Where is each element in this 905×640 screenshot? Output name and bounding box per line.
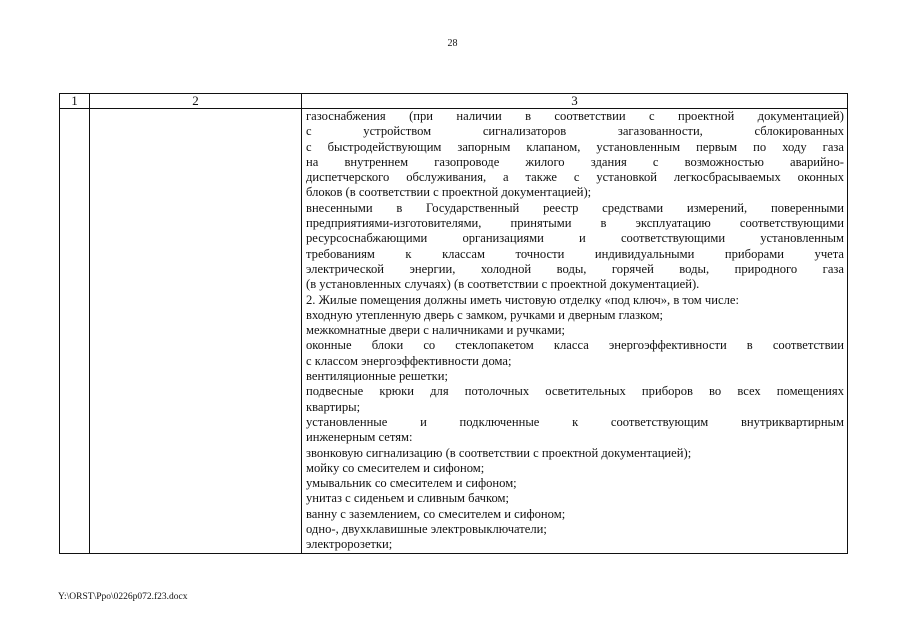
- text-line: с классом энергоэффективности дома;: [306, 353, 512, 368]
- text-line: входную утепленную дверь с замком, ручками и дверным глазком;: [306, 307, 664, 322]
- content-table: [59, 93, 848, 554]
- text-line: установленные и подключенные к соответствующим внутриквартирным: [306, 414, 844, 429]
- text-line: вентиляционные решетки;: [306, 369, 449, 384]
- column-header-3: 3: [302, 94, 848, 109]
- text-line: диспетчерского обслуживания, а также с установкой легкосбрасываемых оконных: [306, 170, 844, 185]
- cell-col-3: [302, 109, 848, 554]
- text-line: (в установленных случаях) (в соответствии с проектной документацией).: [306, 277, 700, 292]
- requirements-text: [302, 109, 847, 553]
- table-header-row: [60, 94, 848, 109]
- text-line: 2. Жилые помещения должны иметь чистовую отделку «под ключ», в том числе:: [306, 292, 739, 307]
- text-line: газоснабжения (при наличии в соответствии с проектной документацией): [306, 109, 844, 123]
- column-header-1: 1: [60, 94, 90, 109]
- text-line: оконные блоки со стеклопакетом класса энергоэффективности в соответствии: [306, 338, 844, 353]
- text-line: мойку со смесителем и сифоном;: [306, 460, 485, 475]
- cell-col-1: [60, 109, 90, 554]
- text-line: инженерным сетям:: [306, 430, 413, 445]
- page-number: 28: [447, 38, 458, 49]
- text-line: электрической энергии, холодной воды, горячей воды, природного газа: [306, 261, 844, 276]
- text-line: на внутреннем газопроводе жилого здания с возможностью аварийно-: [306, 154, 844, 169]
- text-line: межкомнатные двери с наличниками и ручками;: [306, 323, 566, 338]
- text-line: ванну с заземлением, со смесителем и сифоном;: [306, 506, 566, 521]
- text-line: умывальник со смесителем и сифоном;: [306, 476, 517, 491]
- text-line: предприятиями-изготовителями, принятыми в эксплуатацию соответствующими: [306, 216, 844, 231]
- text-line: блоков (в соответствии с проектной документацией);: [306, 185, 592, 200]
- text-line: с устройством сигнализаторов загазованности, сблокированных: [306, 124, 844, 139]
- text-line: звонковую сигнализацию (в соответствии с проектной документацией);: [306, 445, 692, 460]
- text-line: электророзетки;: [306, 537, 393, 552]
- cell-col-2: [90, 109, 302, 554]
- file-path-footer: Y:\ORST\Ppo\0226p072.f23.docx: [58, 592, 188, 602]
- column-header-2: 2: [90, 94, 302, 109]
- text-line: требованиям к классам точности индивидуальными приборами учета: [306, 246, 844, 261]
- text-line: квартиры;: [306, 399, 361, 414]
- text-line: унитаз с сиденьем и сливным бачком;: [306, 491, 509, 506]
- text-line: с быстродействующим запорным клапаном, установленным первым по ходу газа: [306, 139, 844, 154]
- table-row: [60, 109, 848, 554]
- text-line: одно-, двухклавишные электровыключатели;: [306, 522, 547, 537]
- text-line: подвесные крюки для потолочных осветительных приборов во всех помещениях: [306, 384, 844, 399]
- text-line: внесенными в Государственный реестр средствами измерений, поверенными: [306, 200, 844, 215]
- text-line: ресурсоснабжающими организациями и соответствующими установленным: [306, 231, 844, 246]
